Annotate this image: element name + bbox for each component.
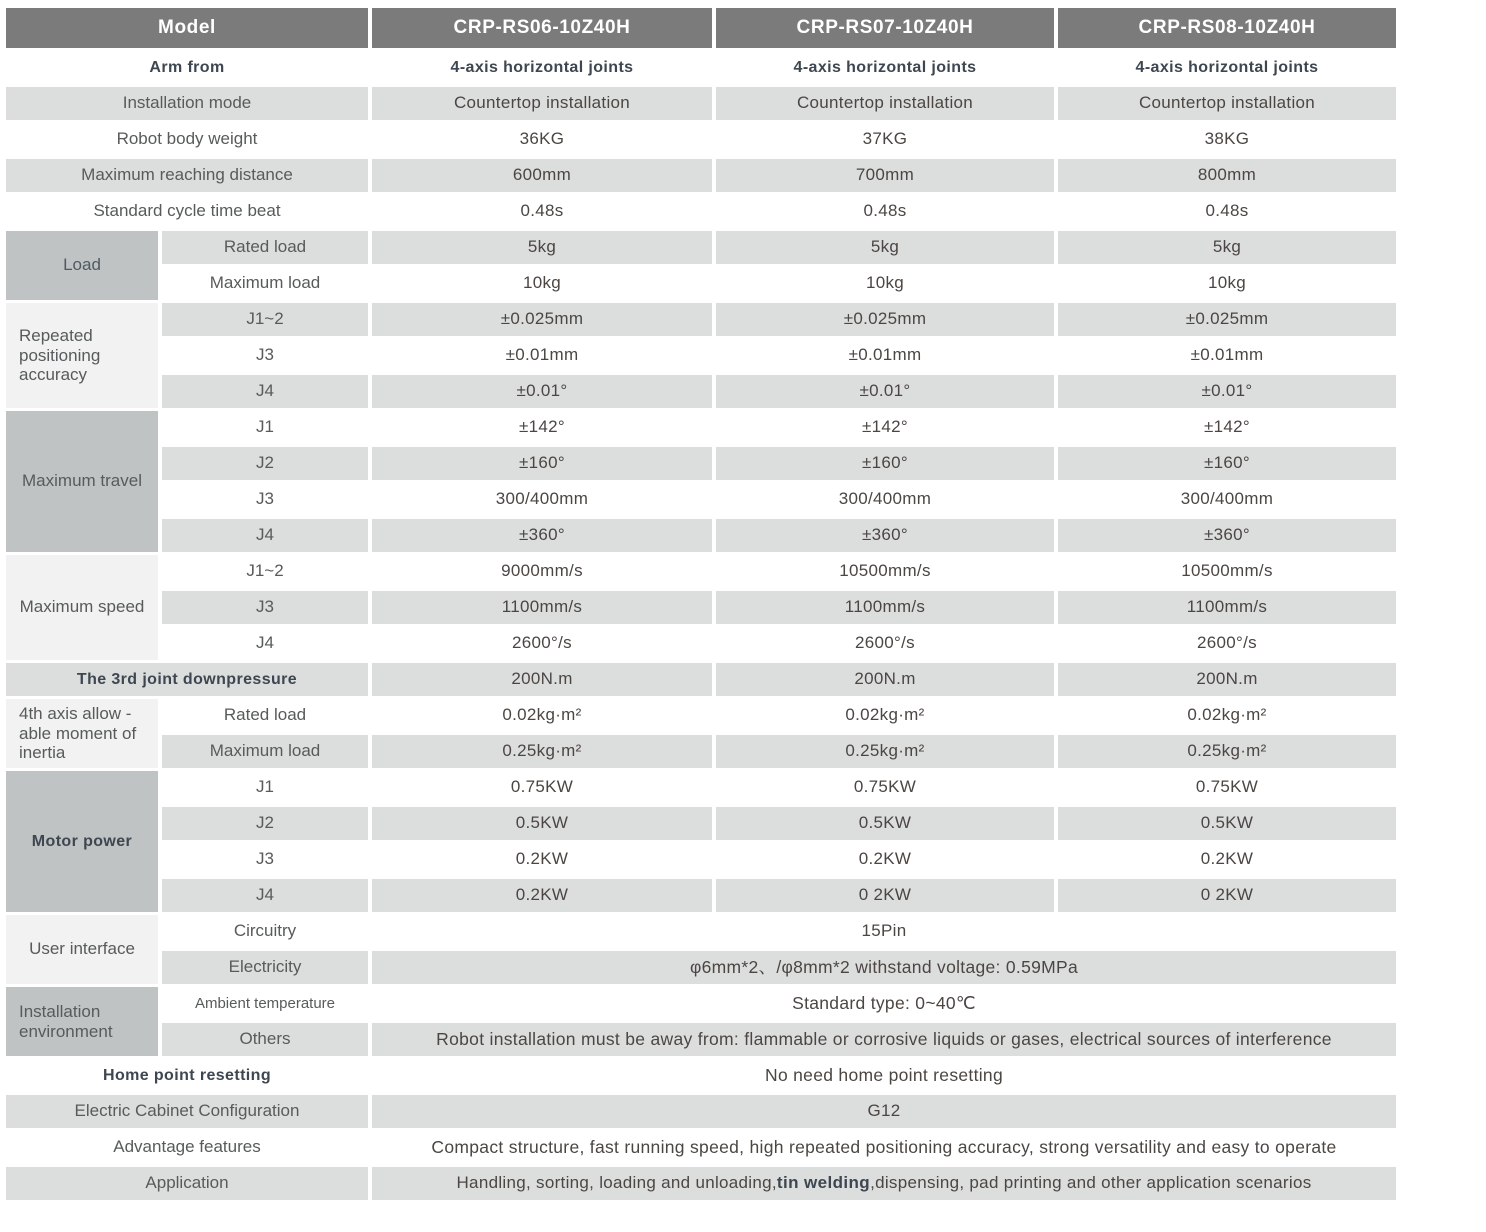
- cell-travel-j3-3: 300/400mm: [1180, 489, 1274, 509]
- sub-label-others: Others: [162, 1023, 368, 1056]
- sub-label-load-maximum: Maximum load: [209, 273, 321, 293]
- sub-label-travel-j1: J1: [256, 417, 274, 437]
- cell-downpressure-3: 200N.m: [1058, 663, 1396, 696]
- cell-reach-3: 800mm: [1058, 159, 1396, 192]
- cell-accuracy-j4-2: ±0.01°: [716, 375, 1054, 408]
- span-value-electricity: φ6mm*2、/φ8mm*2 withstand voltage: 0.59MPa: [372, 951, 1396, 984]
- sub-label-travel-j2: J2: [162, 447, 368, 480]
- group-label-travel: Maximum travel: [6, 411, 158, 552]
- cell-motor-j2-3: 0.5KW: [1058, 807, 1396, 840]
- cell-speed-j4-2: 2600°/s: [855, 633, 915, 653]
- robot-spec-table: [6, 8, 1396, 1200]
- cell-arm-from-1: 4-axis horizontal joints: [450, 58, 634, 76]
- sub-label-speed-j12: J1~2: [246, 561, 284, 581]
- cell-accuracy-j3-1: ±0.01mm: [505, 345, 579, 365]
- sub-label-electricity: Electricity: [162, 951, 368, 984]
- cell-inertia-maximum-1: 0.25kg·m²: [372, 735, 712, 768]
- cell-inertia-rated-2: 0.02kg·m²: [845, 705, 925, 725]
- cell-motor-j1-3: 0.75KW: [1195, 777, 1259, 797]
- cell-travel-j1-3: ±142°: [1204, 417, 1250, 437]
- model-header-cell: Model: [6, 8, 368, 48]
- cell-travel-j4-2: ±360°: [716, 519, 1054, 552]
- cell-accuracy-j3-2: ±0.01mm: [848, 345, 922, 365]
- application-text-post: ,dispensing, pad printing and other application scenarios: [870, 1173, 1312, 1193]
- cell-travel-j2-3: ±160°: [1058, 447, 1396, 480]
- cell-load-maximum-3: 10kg: [1207, 273, 1247, 293]
- group-label-accuracy: Repeated positioning accuracy: [6, 303, 158, 408]
- cell-cycle-time-1: 0.48s: [520, 201, 564, 221]
- row-label-cycle-time: Standard cycle time beat: [93, 201, 281, 221]
- sub-label-travel-j3: J3: [256, 489, 274, 509]
- cell-motor-j1-1: 0.75KW: [510, 777, 574, 797]
- sub-label-speed-j4: J4: [256, 633, 274, 653]
- cell-speed-j4-1: 2600°/s: [512, 633, 572, 653]
- sub-label-accuracy-j4: J4: [162, 375, 368, 408]
- cell-speed-j3-3: 1100mm/s: [1058, 591, 1396, 624]
- model-name-rs06: CRP-RS06-10Z40H: [372, 8, 712, 48]
- sub-label-speed-j3: J3: [162, 591, 368, 624]
- row-label-downpressure: The 3rd joint downpressure: [6, 663, 368, 696]
- cell-travel-j2-2: ±160°: [716, 447, 1054, 480]
- cell-inertia-maximum-3: 0.25kg·m²: [1058, 735, 1396, 768]
- row-label-arm-from: Arm from: [149, 58, 225, 76]
- sub-label-load-rated: Rated load: [162, 231, 368, 264]
- cell-load-maximum-1: 10kg: [522, 273, 562, 293]
- cell-arm-from-2: 4-axis horizontal joints: [793, 58, 977, 76]
- span-value-ambient-temperature: Standard type: 0~40℃: [792, 992, 976, 1013]
- sub-label-inertia-rated: Rated load: [223, 705, 307, 725]
- cell-load-maximum-2: 10kg: [865, 273, 905, 293]
- cell-accuracy-j12-3: ±0.025mm: [1058, 303, 1396, 336]
- cell-motor-j3-2: 0.2KW: [858, 849, 912, 869]
- cell-travel-j3-2: 300/400mm: [838, 489, 932, 509]
- cell-arm-from-3: 4-axis horizontal joints: [1135, 58, 1319, 76]
- model-name-rs08: CRP-RS08-10Z40H: [1058, 8, 1396, 48]
- group-label-environment: Installation environment: [6, 987, 158, 1056]
- span-value-advantage: Compact structure, fast running speed, high repeated positioning accuracy, strong versatility and easy to operate: [431, 1136, 1337, 1157]
- cell-accuracy-j3-3: ±0.01mm: [1190, 345, 1264, 365]
- group-label-inertia: 4th axis allow -able moment of inertia: [6, 699, 158, 768]
- cell-installation-mode-1: Countertop installation: [372, 87, 712, 120]
- span-value-cabinet: G12: [372, 1095, 1396, 1128]
- cell-travel-j4-3: ±360°: [1058, 519, 1396, 552]
- sub-label-circuitry: Circuitry: [233, 921, 297, 941]
- cell-downpressure-1: 200N.m: [372, 663, 712, 696]
- group-label-user-interface: User interface: [6, 915, 158, 984]
- sub-label-accuracy-j12: J1~2: [162, 303, 368, 336]
- row-label-cabinet: Electric Cabinet Configuration: [6, 1095, 368, 1128]
- cell-inertia-rated-3: 0.02kg·m²: [1187, 705, 1267, 725]
- cell-motor-j4-1: 0.2KW: [372, 879, 712, 912]
- cell-installation-mode-3: Countertop installation: [1058, 87, 1396, 120]
- cell-accuracy-j12-1: ±0.025mm: [372, 303, 712, 336]
- row-label-body-weight: Robot body weight: [116, 129, 258, 149]
- cell-travel-j4-1: ±360°: [372, 519, 712, 552]
- cell-cycle-time-3: 0.48s: [1205, 201, 1249, 221]
- sub-label-motor-j2: J2: [162, 807, 368, 840]
- cell-accuracy-j4-1: ±0.01°: [372, 375, 712, 408]
- cell-inertia-maximum-2: 0.25kg·m²: [716, 735, 1054, 768]
- sub-label-motor-j3: J3: [256, 849, 274, 869]
- application-text-bold: tin welding: [776, 1173, 871, 1193]
- sub-label-ambient-temperature: Ambient temperature: [194, 994, 336, 1012]
- cell-speed-j12-2: 10500mm/s: [839, 561, 931, 581]
- row-label-advantage: Advantage features: [113, 1137, 261, 1157]
- cell-motor-j2-1: 0.5KW: [372, 807, 712, 840]
- cell-body-weight-1: 36KG: [519, 129, 565, 149]
- cell-installation-mode-2: Countertop installation: [716, 87, 1054, 120]
- span-value-circuitry: 15Pin: [861, 921, 907, 941]
- cell-reach-2: 700mm: [716, 159, 1054, 192]
- group-label-speed: Maximum speed: [6, 555, 158, 660]
- cell-accuracy-j12-2: ±0.025mm: [716, 303, 1054, 336]
- cell-motor-j4-3: 0 2KW: [1058, 879, 1396, 912]
- application-text-pre: Handling, sorting, loading and unloading,: [456, 1173, 777, 1193]
- group-label-load: Load: [6, 231, 158, 300]
- cell-speed-j3-1: 1100mm/s: [372, 591, 712, 624]
- model-name-rs07: CRP-RS07-10Z40H: [716, 8, 1054, 48]
- cell-travel-j3-1: 300/400mm: [495, 489, 589, 509]
- cell-speed-j12-3: 10500mm/s: [1181, 561, 1273, 581]
- cell-load-rated-1: 5kg: [372, 231, 712, 264]
- cell-reach-1: 600mm: [372, 159, 712, 192]
- cell-load-rated-2: 5kg: [716, 231, 1054, 264]
- cell-body-weight-2: 37KG: [862, 129, 908, 149]
- span-value-others: Robot installation must be away from: flammable or corrosive liquids or gases, electrical sources of interference: [372, 1023, 1396, 1056]
- cell-cycle-time-2: 0.48s: [863, 201, 907, 221]
- row-label-home-reset: Home point resetting: [102, 1066, 271, 1084]
- sub-label-accuracy-j3: J3: [256, 345, 274, 365]
- cell-speed-j4-3: 2600°/s: [1197, 633, 1257, 653]
- sub-label-motor-j1: J1: [256, 777, 274, 797]
- cell-speed-j3-2: 1100mm/s: [716, 591, 1054, 624]
- sub-label-travel-j4: J4: [162, 519, 368, 552]
- cell-motor-j2-2: 0.5KW: [716, 807, 1054, 840]
- cell-motor-j1-2: 0.75KW: [853, 777, 917, 797]
- cell-load-rated-3: 5kg: [1058, 231, 1396, 264]
- cell-travel-j1-1: ±142°: [519, 417, 565, 437]
- cell-downpressure-2: 200N.m: [716, 663, 1054, 696]
- sub-label-motor-j4: J4: [162, 879, 368, 912]
- row-label-reach: Maximum reaching distance: [6, 159, 368, 192]
- row-label-application: Application: [6, 1167, 368, 1200]
- cell-travel-j2-1: ±160°: [372, 447, 712, 480]
- cell-motor-j3-3: 0.2KW: [1200, 849, 1254, 869]
- cell-inertia-rated-1: 0.02kg·m²: [502, 705, 582, 725]
- span-value-home-reset: No need home point resetting: [765, 1064, 1003, 1085]
- span-value-application: [372, 1167, 1396, 1200]
- cell-speed-j12-1: 9000mm/s: [501, 561, 583, 581]
- group-label-motor: Motor power: [6, 771, 158, 912]
- row-label-installation-mode: Installation mode: [6, 87, 368, 120]
- cell-travel-j1-2: ±142°: [862, 417, 908, 437]
- cell-body-weight-3: 38KG: [1204, 129, 1250, 149]
- cell-motor-j4-2: 0 2KW: [716, 879, 1054, 912]
- cell-accuracy-j4-3: ±0.01°: [1058, 375, 1396, 408]
- cell-motor-j3-1: 0.2KW: [515, 849, 569, 869]
- sub-label-inertia-maximum: Maximum load: [162, 735, 368, 768]
